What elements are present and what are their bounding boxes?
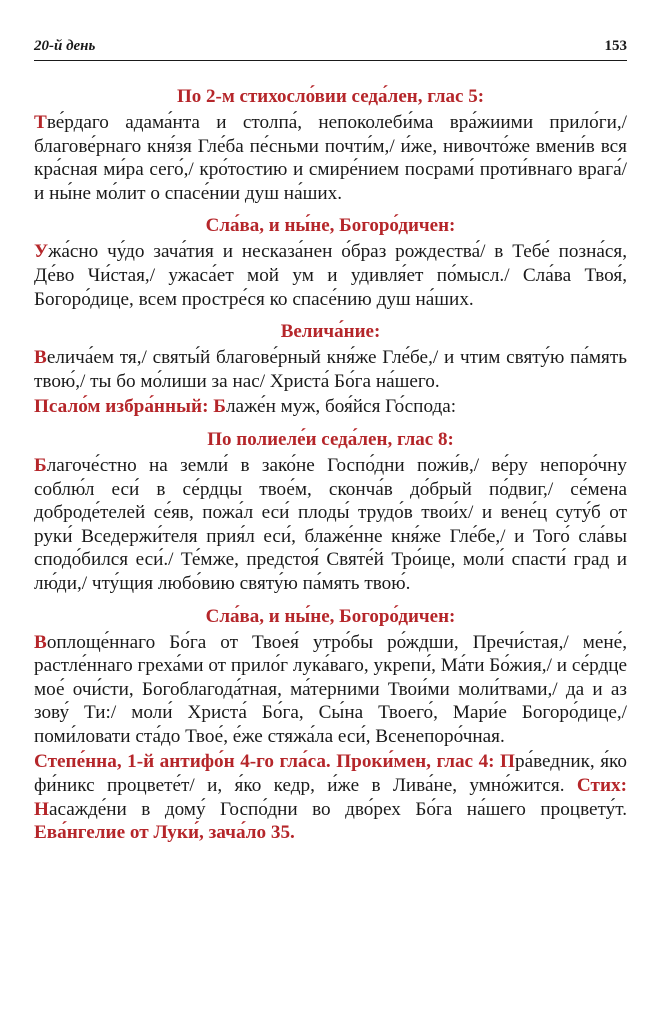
heading-sedalen-after-polyeleos: По полиеле́и седа́лен, глас 8: [207,428,454,450]
rubric-antiphon-prokeimenon: Степе́нна, 1-й антифо́н 4-го гла́са. Проки́мен, глас 4: [34,751,495,773]
paragraph-theotokion-1 [34,240,627,311]
paragraph-prokeimenon-gospel [34,750,627,844]
paragraph-text: жа́сно чу́до зача́тия и несказа́нен о́браз рождества́/ в Тебе́ позна́ся, Де́во Чи́стая,/ ужаса́ет мой ум и удивля́ет по́мысл./ Сла́ва Твоя́, Богоро́дице, всем простре́ся ко спасе́нию душ на́ших. [34,241,627,310]
heading-glory-theotokion-2: Сла́ва, и ны́не, Богоро́дичен: [205,605,456,627]
paragraph-text: лаже́н муж, боя́йся Го́спода: [225,396,457,418]
paragraph-selected-psalm [34,395,627,419]
drop-initial: П [500,751,515,773]
header-rule [34,60,627,61]
drop-initial: Б [213,396,226,418]
drop-initial: В [34,631,47,653]
paragraph-text: ве́рдаго адама́нта и столпа́, непоколеби́ма вра́жиими прило́ги,/ благове́рнаго кня́зя Гле́ба пе́сньми почти́м,/ и́же, нивочто́же вмени́в вся кра́сная ми́ра сего́,/ кро́тостию и смире́нием посрами́ проти́внаго врага́/ и ны́не мо́лит о спасе́нии душ на́ших. [34,112,627,204]
paragraph-text: лагоче́стно на земли́ в зако́не Госпо́дни пожи́в,/ ве́ру непоро́чну соблю́л еси́ в се́рдцы твое́м, сконча́в до́брый по́двиг,/ се́мена доброде́телей се́яв, пожа́л еси́ плоды́ трудо́в твои́х/ и вене́ц суту́б от руки́ Вседержи́теля прия́л еси́, блаже́нне кня́же Гле́бе,/ и Того́ сла́вы сподо́бился еси́./ Те́мже, предстоя́ Святе́й Тро́ице, моли́ спасти́ град и лю́ди,/ чту́щия любо́вию святу́ю па́мять твою́. [34,454,627,594]
drop-initial: У [34,241,49,263]
paragraph-theotokion-2 [34,631,627,749]
paragraph-text: елича́ем тя,/ святы́й благове́рный кня́же Гле́бе,/ и чтим святу́ю па́мять твою́,/ ты бо мо́лиши за нас/ Христа́ Бо́га на́шего. [34,347,627,392]
rubric-selected-psalm: Псало́м избра́нный: [34,396,209,418]
drop-initial: Т [34,112,47,133]
heading-magnification: Велича́ние: [280,321,381,343]
paragraph-sedalen-2 [34,454,627,596]
paragraph-magnification [34,346,627,393]
rubric-gospel-reading: Ева́нгелие от Луки́, зача́ло 35. [34,822,295,844]
paragraph-text: асажде́ни в дому́ Госпо́дни во дво́рех Бо́га на́шего процвету́т. [48,798,627,820]
running-title: 20-й день [34,38,96,54]
page-number: 153 [604,38,627,54]
drop-initial: Н [34,798,49,820]
rubric-verse: Стих: [576,775,627,797]
drop-initial: В [34,347,47,369]
paragraph-sedalen-1 [34,111,627,205]
paragraph-text: ра́ведник, я́ко фи́никс процвете́т/ и, я́ко кедр, и́же в Лива́не, умно́жится. [34,751,627,797]
page-content [34,84,627,845]
page-header [34,30,627,58]
heading-sedalen-after-2nd-kathisma: По 2-м стихосло́вии седа́лен, глас 5: [176,86,485,107]
heading-glory-theotokion-1: Сла́ва, и ны́не, Богоро́дичен: [205,215,456,237]
paragraph-text: оплоще́ннаго Бо́га от Твоея́ утро́бы ро́ждши, Пречи́стая,/ мене́, растле́ннаго греха́ми от прило́г лука́ваго, укрепи́, Ма́ти Бо́жия,/ и се́рдце мое́ очи́сти, Богоблагода́тная, ма́терними Твои́ми моли́твами,/ да и аз зову́ Ти:/ моли́ Христа́ Бо́га, Сы́на Твоего́, Мари́е Богоро́дице,/ поми́ловати ста́до Твое́, е́же стяжа́ла еси́, Всенепоро́чная. [34,631,627,747]
drop-initial: Б [34,454,47,476]
